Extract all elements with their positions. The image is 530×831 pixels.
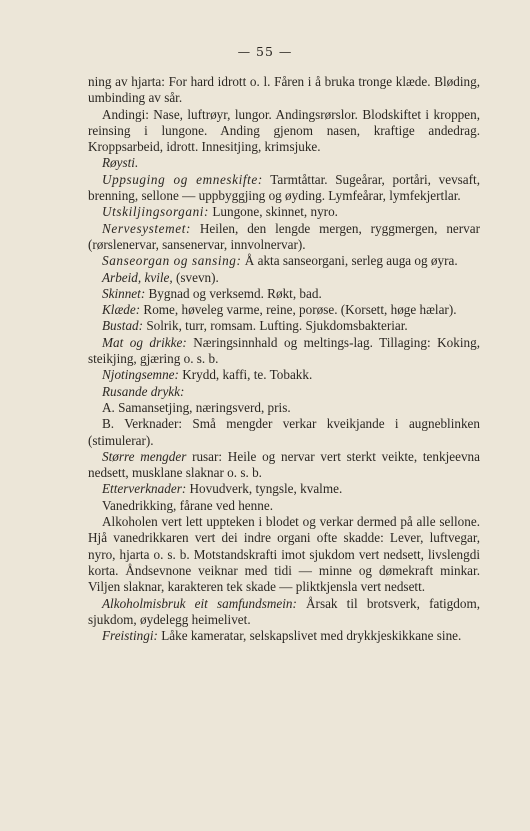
paragraph-lead: Sanseorgan og sansing: (102, 253, 242, 269)
paragraph (88, 204, 480, 220)
paragraph (88, 628, 480, 644)
paragraph (88, 302, 480, 318)
paragraph (88, 449, 480, 482)
section-heading: Røysti. (102, 155, 139, 171)
paragraph-lead: Freistingi: (102, 628, 158, 644)
paragraph-text: Årsak til brotsverk, fatigdom, sjukdom, øydelegg heimelivet. (88, 595, 481, 627)
paragraph: Vanedrikking, fårane ved henne. (102, 497, 273, 513)
paragraph (88, 596, 480, 629)
paragraph (88, 253, 480, 269)
paragraph (88, 335, 480, 368)
page-body (88, 74, 480, 644)
paragraph-text: Krydd, kaffi, te. Tobakk. (178, 367, 313, 383)
page-number: — 55 — (237, 44, 293, 59)
paragraph-text: Bygnad og verksemd. Røkt, bad. (145, 285, 322, 301)
section-heading: Rusande drykk: (102, 383, 185, 399)
paragraph-text: Heilen, den lengde mergen, ryggmergen, nervar (rørslenervar, sansenervar, innvolnervar). (88, 220, 480, 252)
paragraph-lead: Etterverknader: (102, 481, 187, 497)
paragraph-text: Rome, høveleg varme, reine, porøse. (Korsett, høge hælar). (140, 302, 457, 318)
paragraph (88, 286, 480, 302)
paragraph-lead: Utskiljingsorgani: (102, 204, 210, 220)
paragraph (88, 172, 480, 205)
paragraph-lead: Alkoholmisbruk eit samfundsmein: (102, 595, 297, 611)
paragraph-text: Hovudverk, tyngsle, kvalme. (186, 481, 343, 497)
paragraph-text: Tarmtåttar. Sugeårar, portåri, vevsaft, brenning, sellone — uppbyggjing og øyding. Lymfeårar, lymfekjertlar. (88, 171, 480, 204)
paragraph: Andingi: Nase, luftrøyr, lungor. Andingsrørslor. Blodskiftet i kroppen, reinsing i lungone. Anding gjenom nasen, kraftige andedrag. Kroppsarbeid, idrott. Innesitjing, krimsjuke. (88, 106, 480, 155)
paragraph (88, 481, 480, 497)
paragraph: B. Verknader: Små mengder verkar kveikjande i augneblinken (stimulerar). (88, 416, 480, 448)
paragraph-lead: Større mengder (102, 448, 187, 464)
paragraph-lead: Bustad: (102, 318, 144, 334)
paragraph-lead: Klæde: (102, 302, 141, 318)
paragraph: A. Samansetjing, næringsverd, pris. (102, 399, 291, 415)
paragraph-text: Å akta sanseorgani, serleg auga og øyra. (241, 253, 458, 269)
paragraph: Alkoholen vert lett uppteken i blodet og verkar dermed på alle sellone. Hjå vanedrikkaren vert dei indre organi ofte skadde: Lever, luftvegar, nyro, hjarta o. s. b. Motstandskrafti imot sjukdom vert nedsett, livslengdi korta. Åndsevnone veiknar med tidi — minne og dømekraft minkar. Viljen slaknar, karakteren tek skade — pliktkjensla vert nedsett. (88, 514, 480, 595)
paragraph-text: Næringsinnhald og meltings-lag. Tillaging: Koking, steikjing, gjæring o. s. b. (88, 334, 480, 367)
paragraph-lead: Nervesystemet: (102, 220, 191, 236)
paragraph-text: rusar: Heile og nervar vert sterkt veikte, tenkjeevna nedsett, musklane slaknar o. s. b. (88, 448, 480, 481)
paragraph (88, 318, 480, 334)
paragraph-lead: Mat og drikke: (102, 334, 187, 350)
paragraph-text: Solrik, turr, romsam. Lufting. Sjukdomsbakteriar. (143, 318, 408, 334)
paragraph-lead: Uppsuging og emneskifte: (102, 171, 263, 187)
paragraph (88, 221, 480, 254)
paragraph-text: Låke kameratar, selskapslivet med drykkjeskikkane sine. (157, 628, 462, 644)
paragraph-text: (svevn). (172, 269, 219, 285)
paragraph (88, 367, 480, 383)
paragraph-lead: Arbeid, kvile, (102, 269, 173, 285)
paragraph (88, 270, 480, 286)
paragraph-lead: Njotingsemne: (102, 367, 179, 383)
paragraph: ning av hjarta: For hard idrott o. l. Fåren i å bruka tronge klæde. Bløding, umbinding av sår. (88, 74, 480, 106)
paragraph-lead: Skinnet: (102, 285, 146, 301)
paragraph-text: Lungone, skinnet, nyro. (209, 204, 338, 220)
